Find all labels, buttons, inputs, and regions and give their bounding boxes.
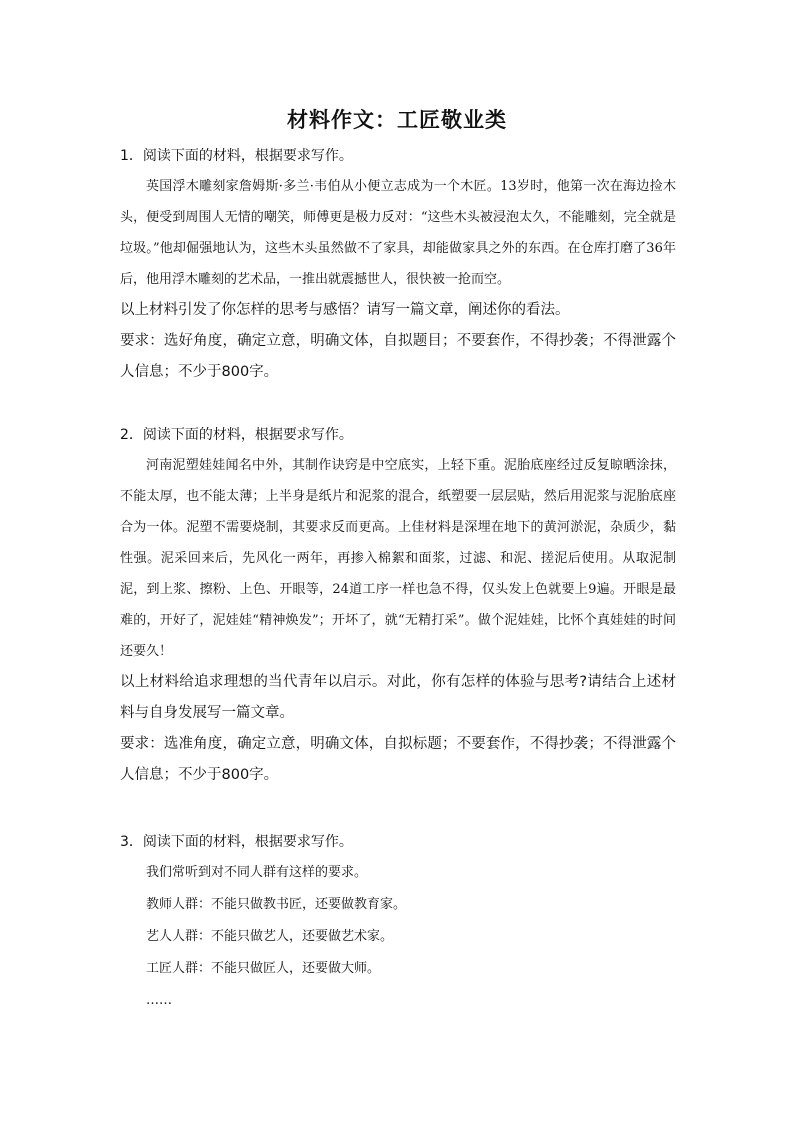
question-3-material bbox=[120, 857, 676, 1017]
question-1-requirement: 要求：选好角度，确定立意，明确文体，自拟题目；不要套作，不得抄袭；不得泄露个人信息；不少于800字。 bbox=[120, 333, 676, 380]
question-3-line: 工匠人群：不能只做匠人，还要做大师。 bbox=[146, 961, 381, 976]
question-1 bbox=[120, 145, 676, 388]
question-1-heading: 1．阅读下面的材料，根据要求写作。 bbox=[120, 148, 353, 164]
question-3-line: 我们常听到对不同人群有这样的要求。 bbox=[146, 865, 368, 880]
question-3-line: 艺人人群：不能只做艺人，还要做艺术家。 bbox=[146, 929, 394, 944]
document-title: 材料作文：工匠敬业类 bbox=[287, 107, 507, 132]
question-3 bbox=[120, 831, 676, 1017]
question-3-line: …… bbox=[146, 993, 172, 1008]
question-2-prompt: 以上材料给追求理想的当代青年以启示。对此，你有怎样的体验与思考?请结合上述材料与自身发展写一篇文章。 bbox=[120, 674, 676, 721]
question-3-heading: 3．阅读下面的材料，根据要求写作。 bbox=[120, 834, 353, 850]
question-2-requirement: 要求：选准角度，确定立意，明确文体，自拟标题；不要套作，不得抄袭；不得泄露个人信息；不少于800字。 bbox=[120, 736, 676, 783]
question-1-material: 英国浮木雕刻家詹姆斯·多兰·韦伯从小便立志成为一个木匠。13岁时，他第一次在海边捡木头，便受到周围人无情的嘲笑，师傅更是极力反对：“这些木头被浸泡太久，不能雕刻，完全就是垃圾。”他却倔强地认为，这些木头虽然做不了家具，却能做家具之外的东西。在仓库打磨了36年后，他用浮木雕刻的艺术品，一推出就震撼世人，很快被一抢而空。 bbox=[120, 179, 676, 287]
question-3-line: 教师人群：不能只做教书匠，还要做教育家。 bbox=[146, 897, 407, 912]
question-2-heading: 2．阅读下面的材料，根据要求写作。 bbox=[120, 427, 353, 443]
question-2-material: 河南泥塑娃娃闻名中外，其制作诀窍是中空底实，上轻下重。泥胎底座经过反复晾晒涂抹，不能太厚，也不能太薄；上半身是纸片和泥浆的混合，纸塑要一层层贴，然后用泥浆与泥胎底座合为一体。泥塑不需要烧制，其要求反而更高。上佳材料是深埋在地下的黄河淤泥，杂质少，黏性强。泥采回来后，先风化一两年，再掺入棉絮和面浆，过滤、和泥、搓泥后使用。从取泥制泥，到上浆、擦粉、上色、开眼等，24道工序一样也急不得，仅头发上色就要上9遍。开眼是最难的，开好了，泥娃娃“精神焕发”；开坏了，就“无精打采”。做个泥娃娃，比怀个真娃娃的时间还要久！ bbox=[120, 458, 676, 659]
question-2 bbox=[120, 424, 676, 791]
question-1-prompt: 以上材料引发了你怎样的思考与感悟？请写一篇文章，阐述你的看法。 bbox=[120, 302, 570, 318]
